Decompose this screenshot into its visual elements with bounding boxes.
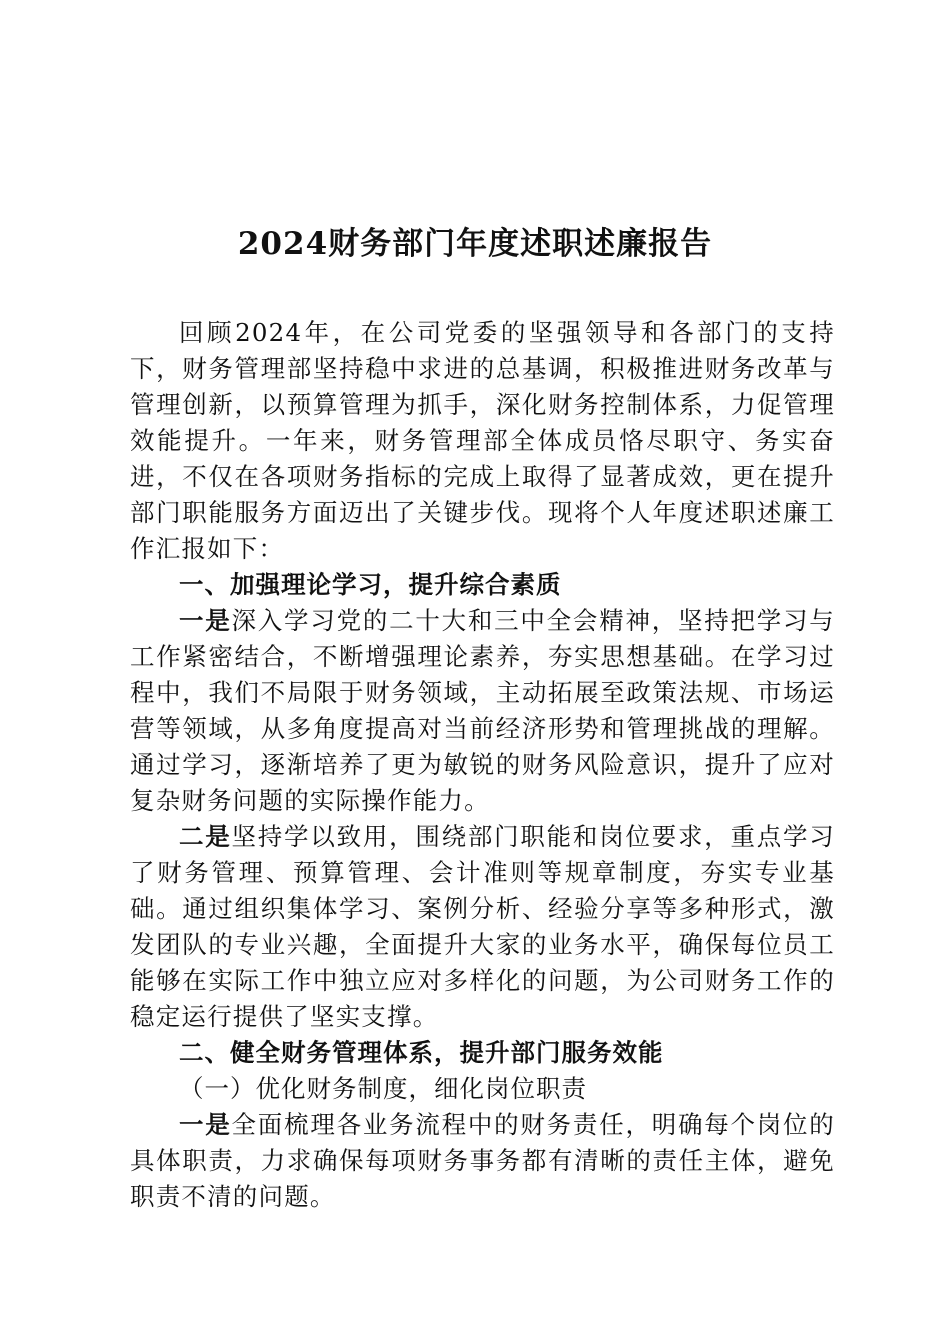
paragraph-lead: 二是 (179, 822, 232, 851)
intro-paragraph: 回顾2024年，在公司党委的坚强领导和各部门的支持下，财务管理部坚持稳中求进的总基调，积极推进财务改革与管理创新，以预算管理为抓手，深化财务控制体系，力促管理效能提升。一年来，财务管理部全体成员恪尽职守、务实奋进，不仅在各项财务指标的完成上取得了显著成效，更在提升部门职能服务方面迈出了关键步伐。现将个人年度述职述廉工作汇报如下： (130, 318, 835, 563)
paragraph-text: 坚持学以致用，围绕部门职能和岗位要求，重点学习了财务管理、预算管理、会计准则等规章制度，夯实专业基础。通过组织集体学习、案例分析、经验分享等多种形式，激发团队的专业兴趣，全面提升大家的业务水平，确保每位员工能够在实际工作中独立应对多样化的问题，为公司财务工作的稳定运行提供了坚实支撑。 (130, 822, 835, 1031)
document-title: 2024财务部门年度述职述廉报告 (237, 226, 713, 262)
section-1-paragraph-1 (130, 603, 835, 819)
paragraph-text: 全面梳理各业务流程中的财务责任，明确每个岗位的具体职责，力求确保每项财务事务都有清晰的责任主体，避免职责不清的问题。 (130, 1110, 835, 1211)
paragraph-lead: 一是 (179, 1110, 232, 1139)
section-2-subheading: （一）优化财务制度，细化岗位职责 (179, 1074, 587, 1103)
section-1-heading: 一、加强理论学习，提升综合素质 (179, 570, 562, 599)
paragraph-lead: 一是 (179, 606, 232, 635)
section-2-paragraph-1 (130, 1107, 835, 1215)
section-2-heading: 二、健全财务管理体系，提升部门服务效能 (179, 1038, 664, 1067)
paragraph-text: 深入学习党的二十大和三中全会精神，坚持把学习与工作紧密结合，不断增强理论素养，夯实思想基础。在学习过程中，我们不局限于财务领域，主动拓展至政策法规、市场运营等领域，从多角度提高对当前经济形势和管理挑战的理解。通过学习，逐渐培养了更为敏锐的财务风险意识，提升了应对复杂财务问题的实际操作能力。 (130, 606, 835, 815)
section-1-paragraph-2 (130, 819, 835, 1035)
document-body (130, 315, 835, 1215)
